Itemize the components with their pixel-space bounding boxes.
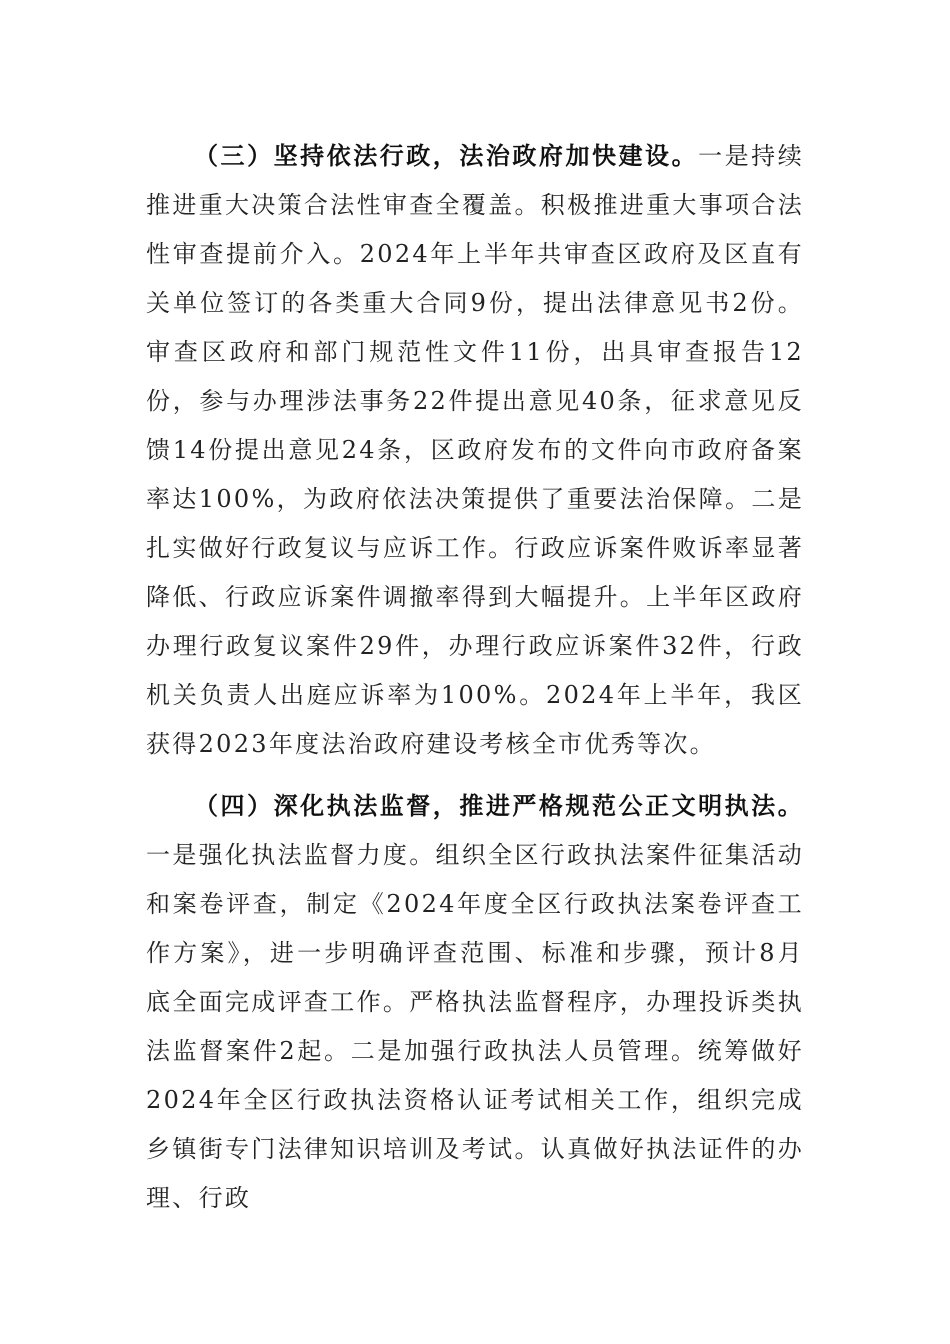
- section-4-heading: （四）深化执法监督，推进严格规范公正文明执法。: [194, 791, 804, 820]
- document-body: [146, 131, 804, 1223]
- section-3-body: 一是持续推进重大决策合法性审查全覆盖。积极推进重大事项合法性审查提前介入。2024年上半年共审查区政府及区直有关单位签订的各类重大合同9份，提出法律意见书2份。审查区政府和部门规范性文件11份，出具审查报告12份，参与办理涉法事务22件提出意见40条，征求意见反馈14份提出意见24条，区政府发布的文件向市政府备案率达100%，为政府依法决策提供了重要法治保障。二是扎实做好行政复议与应诉工作。行政应诉案件败诉率显著降低、行政应诉案件调撤率得到大幅提升。上半年区政府办理行政复议案件29件，办理行政应诉案件32件，行政机关负责人出庭应诉率为100%。2024年上半年，我区获得2023年度法治政府建设考核全市优秀等次。: [146, 142, 805, 758]
- section-4-body: 一是强化执法监督力度。组织全区行政执法案件征集活动和案卷评查，制定《2024年度全区行政执法案卷评查工作方案》，进一步明确评查范围、标准和步骤，预计8月底全面完成评查工作。严格执法监督程序，办理投诉类执法监督案件2起。二是加强行政执法人员管理。统筹做好2024年全区行政执法资格认证考试相关工作，组织完成乡镇街专门法律知识培训及考试。认真做好执法证件的办理、行政: [146, 841, 804, 1212]
- paragraph-section-3: [146, 131, 804, 769]
- paragraph-section-4: [146, 781, 804, 1223]
- section-3-heading: （三）坚持依法行政，法治政府加快建设。: [194, 141, 699, 170]
